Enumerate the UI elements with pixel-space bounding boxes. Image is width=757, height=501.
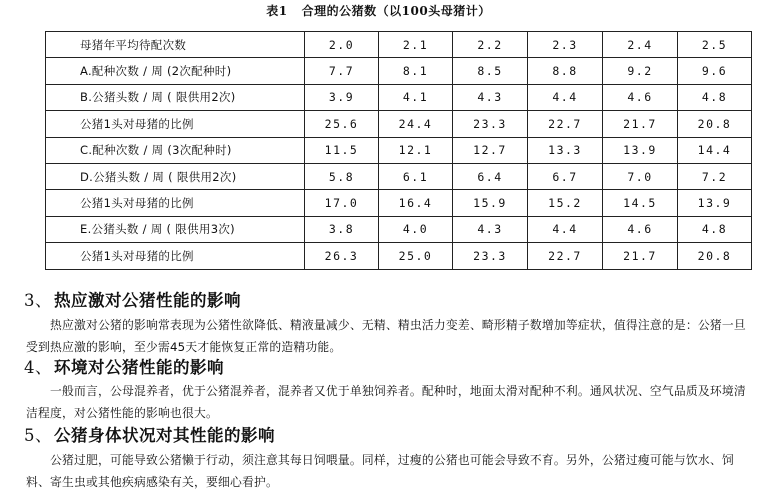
section-environment [24,358,744,424]
table-cell: 15.2 [528,190,603,216]
table-row [46,216,752,242]
table-cell: 2.2 [453,32,528,58]
table-cell: 2.4 [603,32,678,58]
row-label: C.配种次数 / 周 (3次配种时) [46,137,305,163]
table-cell: 8.1 [379,58,453,84]
table-cell: 3.9 [305,84,379,110]
table-title: 合理的公猪数（以100头母猪计） [301,4,491,18]
table-cell: 12.1 [379,137,453,163]
table-row [46,137,752,163]
row-label: 公猪1头对母猪的比例 [46,243,305,269]
table-cell: 21.7 [603,111,678,137]
table-cell: 4.3 [453,216,528,242]
table-cell: 22.7 [528,243,603,269]
table-caption [0,2,757,19]
table-cell: 4.3 [453,84,528,110]
table-row [46,84,752,110]
section-title-text: 热应激对公猪性能的影响 [54,291,241,310]
table-cell: 20.8 [678,243,752,269]
section-body-condition [24,426,744,493]
table-cell: 7.2 [678,163,752,189]
table-cell: 8.8 [528,58,603,84]
table-cell: 20.8 [678,111,752,137]
section-number: 3、 [24,291,52,310]
section-title [24,358,744,378]
table-cell: 7.7 [305,58,379,84]
boar-ratio-table [45,31,752,270]
row-label: D.公猪头数 / 周 ( 限供用2次) [46,163,305,189]
section-title-text: 环境对公猪性能的影响 [54,358,224,377]
table-cell: 14.5 [603,190,678,216]
table-cell: 3.8 [305,216,379,242]
table-cell: 4.4 [528,84,603,110]
section-body: 一般而言，公母混养者，优于公猪混养者，混养者又优于单独饲养者。配种时，地面太滑对配种不利。通风状况、空气品质及环境清洁程度，对公猪性能的影响也很大。 [26,384,746,420]
table-cell: 4.8 [678,84,752,110]
row-label: A.配种次数 / 周 (2次配种时) [46,58,305,84]
table-cell: 22.7 [528,111,603,137]
table-cell: 11.5 [305,137,379,163]
table-cell: 8.5 [453,58,528,84]
table-cell: 4.6 [603,216,678,242]
row-label: B.公猪头数 / 周 ( 限供用2次) [46,84,305,110]
table-cell: 6.7 [528,163,603,189]
section-body: 热应激对公猪的影响常表现为公猪性欲降低、精液量减少、无精、精虫活力变差、畸形精子数增加等症状，值得注意的是：公猪一旦受到热应激的影响，至少需45天才能恢复正常的造精功能。 [26,318,746,354]
section-number: 5、 [24,426,52,445]
row-label: 母猪年平均待配次数 [46,32,305,58]
table-cell: 2.3 [528,32,603,58]
section-heat-stress [24,291,744,358]
table-cell: 21.7 [603,243,678,269]
section-body: 公猪过肥，可能导致公猪懒于行动，须注意其每日饲喂量。同样，过瘦的公猪也可能会导致不育。另外，公猪过瘦可能与饮水、饲料、寄生虫或其他疾病感染有关，要细心看护。 [26,453,734,489]
section-number: 4、 [24,358,52,377]
table-cell: 25.0 [379,243,453,269]
row-label: 公猪1头对母猪的比例 [46,190,305,216]
section-title [24,426,744,446]
table-cell: 17.0 [305,190,379,216]
table-cell: 16.4 [379,190,453,216]
table-cell: 7.0 [603,163,678,189]
table-cell: 15.9 [453,190,528,216]
table-cell: 9.2 [603,58,678,84]
table-cell: 13.3 [528,137,603,163]
table-number: 表1 [266,4,288,18]
table-row [46,111,752,137]
table-cell: 6.1 [379,163,453,189]
table-row [46,32,752,58]
table-cell: 9.6 [678,58,752,84]
row-label: 公猪1头对母猪的比例 [46,111,305,137]
section-title-text: 公猪身体状况对其性能的影响 [54,426,275,445]
table-cell: 25.6 [305,111,379,137]
table-cell: 4.0 [379,216,453,242]
table-cell: 4.4 [528,216,603,242]
table-cell: 4.6 [603,84,678,110]
table-cell: 4.8 [678,216,752,242]
table-row [46,243,752,269]
table-cell: 2.5 [678,32,752,58]
table-row [46,190,752,216]
section-title [24,291,744,311]
table-cell: 23.3 [453,111,528,137]
row-label: E.公猪头数 / 周 ( 限供用3次) [46,216,305,242]
table-cell: 2.1 [379,32,453,58]
table-row [46,163,752,189]
table-cell: 26.3 [305,243,379,269]
table-cell: 13.9 [678,190,752,216]
table-cell: 5.8 [305,163,379,189]
table-cell: 23.3 [453,243,528,269]
table-cell: 2.0 [305,32,379,58]
table-cell: 4.1 [379,84,453,110]
table-cell: 14.4 [678,137,752,163]
table-cell: 12.7 [453,137,528,163]
table-cell: 24.4 [379,111,453,137]
table-cell: 13.9 [603,137,678,163]
table-row [46,58,752,84]
table-cell: 6.4 [453,163,528,189]
